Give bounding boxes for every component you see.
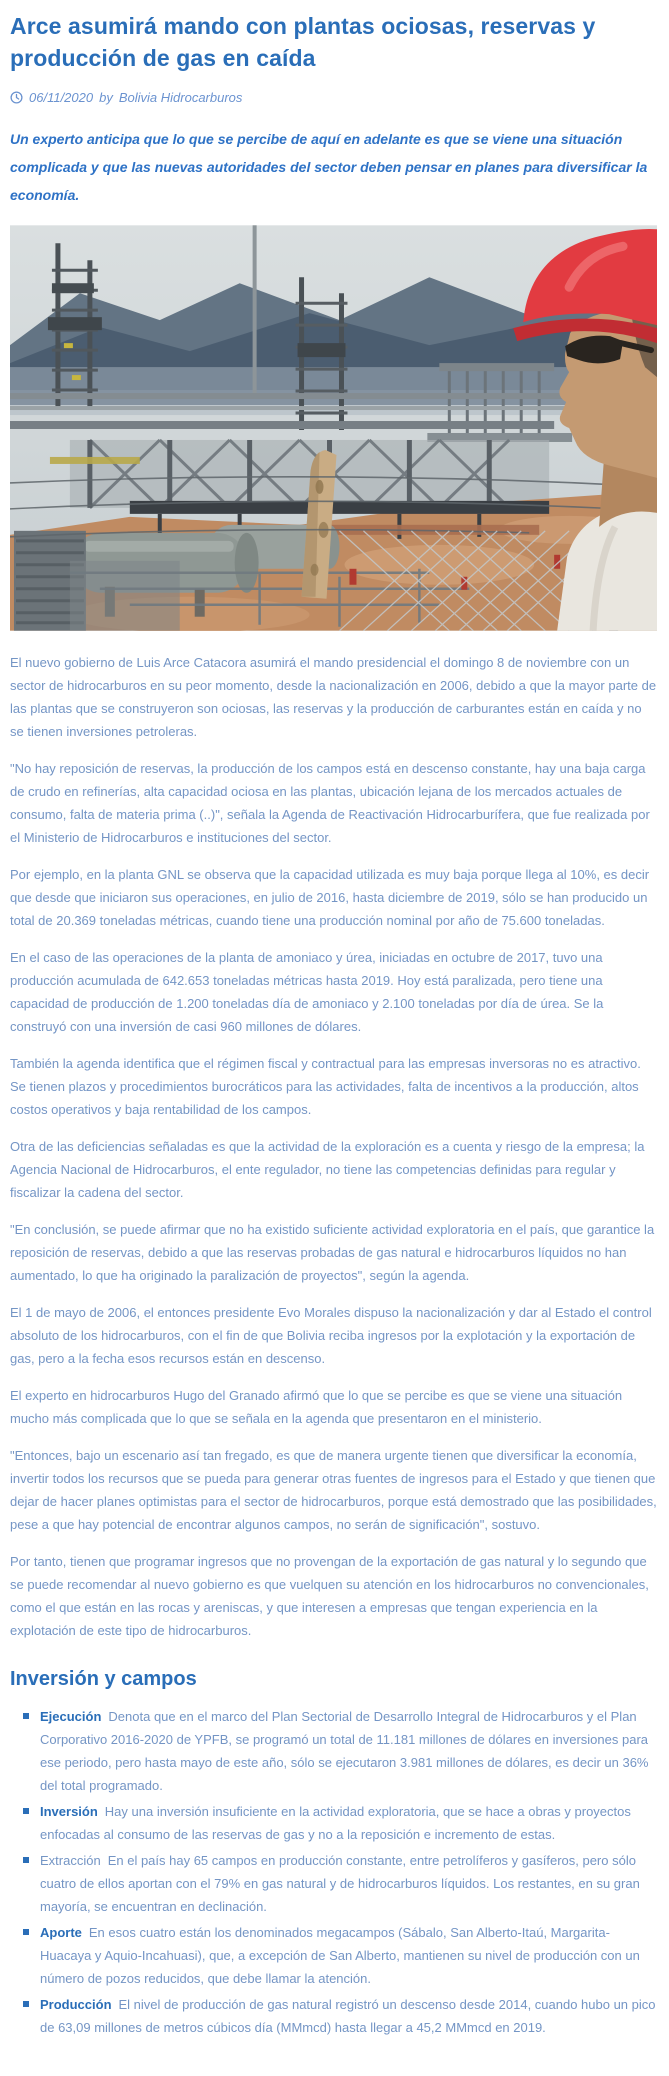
list-item [40, 1849, 657, 1918]
bullet-list [10, 1705, 657, 2039]
bullet-term: Inversión [40, 1804, 98, 1819]
list-item [40, 1705, 657, 1797]
page-title: Arce asumirá mando con plantas ociosas, reservas y producción de gas en caída [10, 13, 596, 71]
article-paragraph: El 1 de mayo de 2006, el entonces presidente Evo Morales dispuso la nacionalización y dar al Estado el control absoluto de los hidrocarburos, con el fin de que Bolivia reciba ingresos por la explotación y la exportación de gas, pero a la fecha esos recursos están en descenso. [10, 1305, 652, 1366]
post-author[interactable]: Bolivia Hidrocarburos [118, 90, 243, 105]
article-paragraph: "En conclusión, se puede afirmar que no ha existido suficiente actividad exploratoria en el país, que garantice la reposición de reservas, debido a que las reservas probadas de gas natural e hidrocarburos líquidos no han aumentado, lo que ha originado la paralización de proyectos", según la agenda. [10, 1222, 655, 1283]
list-item [40, 1993, 657, 2039]
article-body [10, 651, 657, 1642]
article-paragraph: Por tanto, tienen que programar ingresos que no provengan de la exportación de gas natural y lo segundo que se puede recomendar al nuevo gobierno es que vuelquen su atención en los hidrocarburos no convencionales, como el que están en las rocas y areniscas, y que interesen a empresas que tengan experiencia en la explotación de este tipo de hidrocarburos. [10, 1554, 649, 1638]
article-paragraph: "Entonces, bajo un escenario así tan fregado, es que de manera urgente tienen que diversificar la economía, invertir todos los recursos que se pueda para generar otras fuentes de ingresos para el Estado y que tienen que dejar de hacer planes optimistas para el sector de hidrocarburos, porque está demostrado que las posibilidades, pese a que hay potencial de encontrar algunos campos, no serán de significación", sostuvo. [10, 1448, 657, 1532]
featured-image [10, 225, 657, 631]
article-paragraph: Por ejemplo, en la planta GNL se observa que la capacidad utilizada es muy baja porque llega al 10%, es decir que desde que iniciaron sus operaciones, en julio de 2016, hasta diciembre de 2019, sólo se han producido un total de 20.369 toneladas métricas, cuando tiene una producción nominal por año de 75.600 toneladas. [10, 867, 650, 928]
article-paragraph: El nuevo gobierno de Luis Arce Catacora asumirá el mando presidencial el domingo 8 de noviembre con un sector de hidrocarburos en su peor momento, desde la nacionalización en 2006, debido a que la mayor parte de las plantas que se construyeron son ociosas, las reservas y la producción de carburantes están en caída y no se tienen inversiones petroleras. [10, 655, 657, 739]
bullet-term: Aporte [40, 1925, 82, 1940]
bullet-text: Denota que en el marco del Plan Sectorial de Desarrollo Integral de Hidrocarburos y el Plan Corporativo 2016-2020 de YPFB, se programó un total de 11.181 millones de dólares en inversiones para ese periodo, pero hasta mayo de este año, sólo se ejecutaron 3.981 millones de dólares, es decir un 36% del total programado. [40, 1709, 649, 1793]
clock-icon [10, 91, 23, 104]
byline-label: by [99, 90, 113, 105]
article-paragraph: El experto en hidrocarburos Hugo del Granado afirmó que lo que se percibe es que se viene una situación mucho más complicada que lo que se señala en la agenda que presentaron en el ministerio. [10, 1388, 623, 1426]
article-paragraph: En el caso de las operaciones de la planta de amoniaco y úrea, iniciadas en octubre de 2017, tuvo una producción acumulada de 642.653 toneladas métricas hasta 2019. Hoy está paralizada, pero tiene una capacidad de producción de 1.200 toneladas día de amoniaco y 2.100 toneladas por día de úrea. Se la construyó con una inversión de casi 960 millones de dólares. [10, 950, 604, 1034]
gas-plant-photo-illustration [10, 225, 657, 631]
post-meta [10, 90, 657, 105]
bullet-text: En esos cuatro están los denominados megacampos (Sábalo, San Alberto-Itaú, Margarita-Huacaya y Aquio-Incahuasi), que, a excepción de San Alberto, mantienen su nivel de producción con un número de pozos reducidos, que debe llamar la atención. [40, 1925, 640, 1986]
bullet-term: Producción [40, 1997, 112, 2012]
article-paragraph: También la agenda identifica que el régimen fiscal y contractual para las empresas inversoras no es atractivo. Se tienen plazos y procedimientos burocráticos para las actividades, falta de incentivos a la producción, altos costos operativos y baja rentabilidad de los campos. [10, 1056, 641, 1117]
bullet-term: Ejecución [40, 1709, 102, 1724]
article-paragraph: Otra de las deficiencias señaladas es que la actividad de la exploración es a cuenta y riesgo de la empresa; la Agencia Nacional de Hidrocarburos, el ente regulador, no tiene las competencias definidas para regular y fiscalizar la cadena del sector. [10, 1139, 645, 1200]
bullet-text: Hay una inversión insuficiente en la actividad exploratoria, que se hace a obras y proyectos enfocadas al consumo de las reservas de gas y no a la reposición e incremento de estas. [40, 1804, 631, 1842]
article-paragraph: "No hay reposición de reservas, la producción de los campos está en descenso constante, hay una baja carga de crudo en refinerías, alta capacidad ociosa en las plantas, ubicación lejana de los mercados actuales de consumo, falta de materia prima (..)", señala la Agenda de Reactivación Hidrocarburífera, que fue realizada por el Ministerio de Hidrocarburos e instituciones del sector. [10, 761, 650, 845]
list-item [40, 1921, 657, 1990]
list-item [40, 1800, 657, 1846]
lead-paragraph: Un experto anticipa que lo que se percibe de aquí en adelante es que se viene una situación complicada y que las nuevas autoridades del sector deben pensar en planes para diversificar la economía. [10, 131, 648, 203]
bullet-text: En el país hay 65 campos en producción constante, entre petrolíferos y gasíferos, pero sólo cuatro de ellos aportan con el 79% en gas natural y de hidrocarburos líquidos. Los restantes, en su gran mayoría, se encuentran en declinación. [40, 1853, 640, 1914]
post-date: 06/11/2020 [29, 90, 94, 105]
bullet-text: El nivel de producción de gas natural registró un descenso desde 2014, cuando hubo un pico de 63,09 millones de metros cúbicos día (MMmcd) hasta llegar a 45,2 MMmcd en 2019. [40, 1997, 656, 2035]
section-heading: Inversión y campos [10, 1668, 197, 1690]
bullet-term: Extracción [40, 1853, 101, 1868]
